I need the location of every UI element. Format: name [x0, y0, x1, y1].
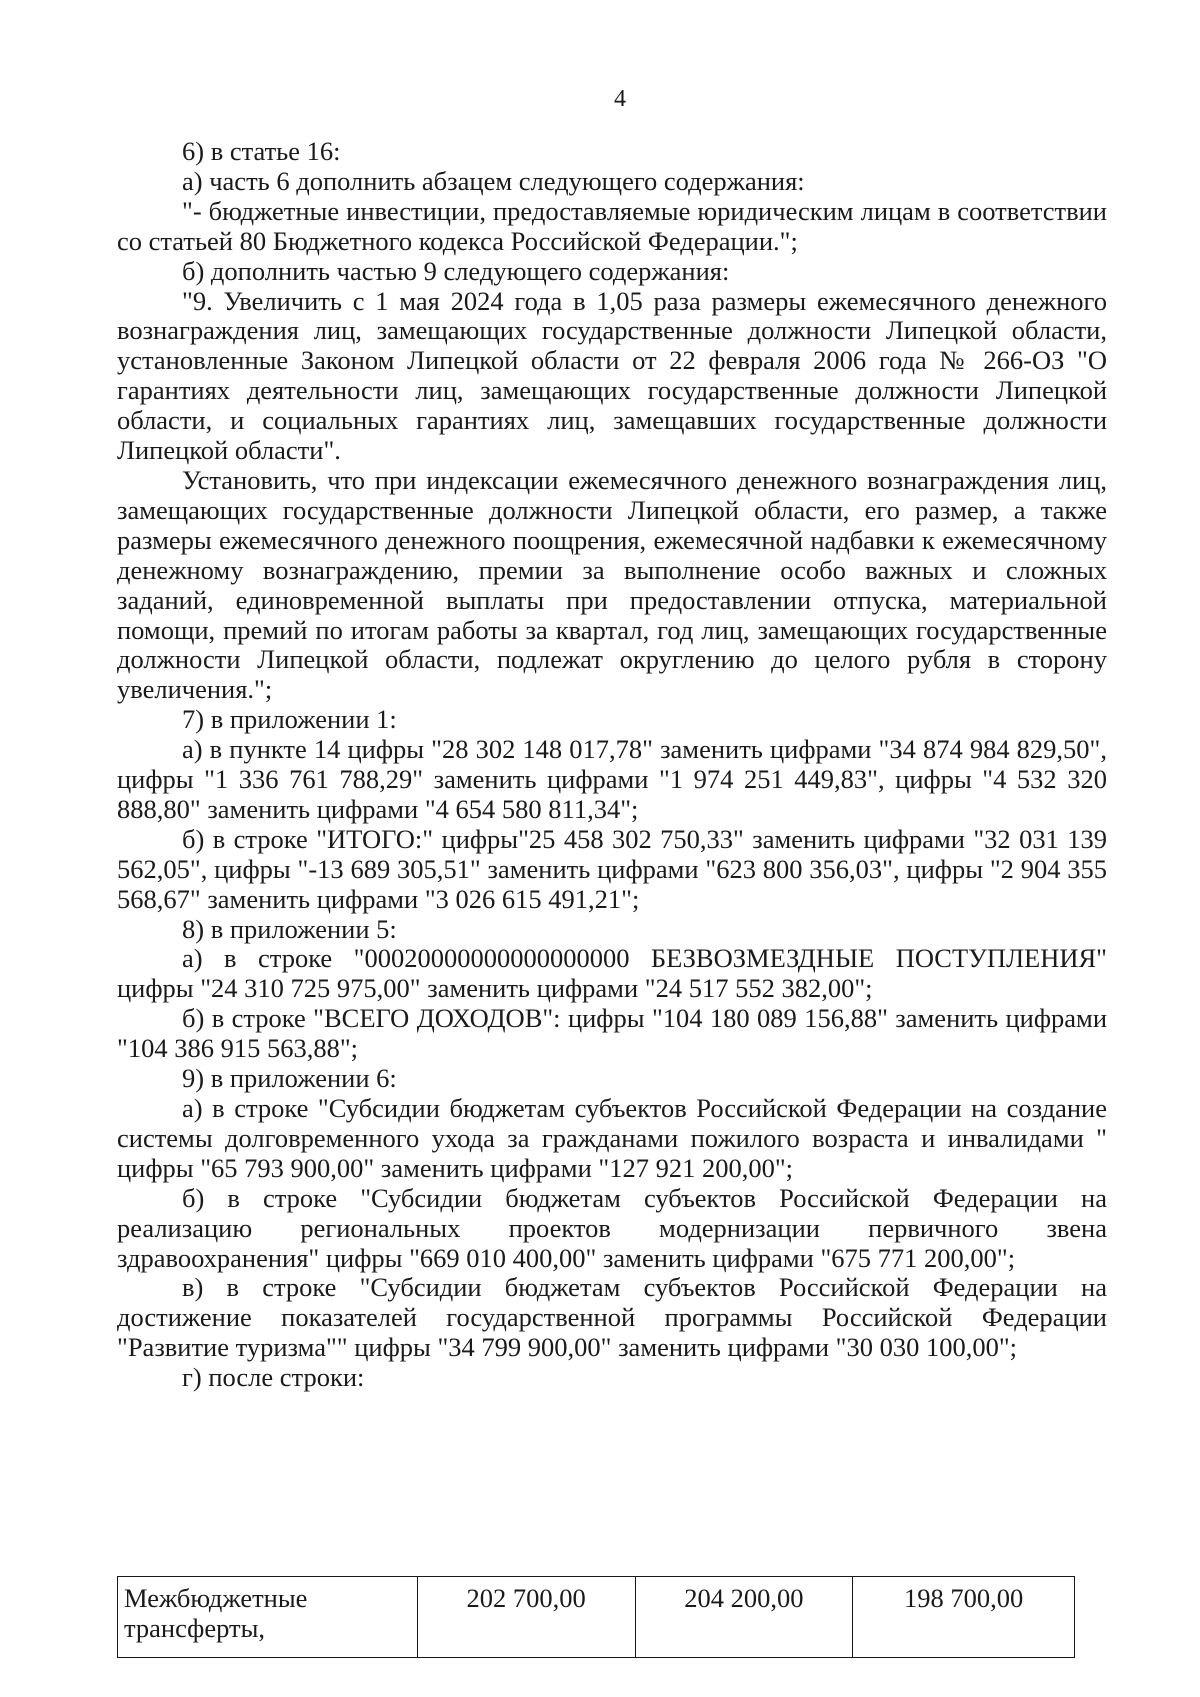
table-row [118, 1577, 1075, 1658]
paragraph: г) после строки: [182, 1362, 365, 1393]
paragraph: а) в строке "00020000000000000000 БЕЗВОЗМЕЗДНЫЕ ПОСТУПЛЕНИЯ" цифры "24 310 725 975,00" заменить цифрами "24 517 552 382,00"; [117, 943, 1107, 1004]
paragraph: б) в строке "Субсидии бюджетам субъектов Российской Федерации на реализацию региональных проектов модернизации первичного звена здравоохранения" цифры "669 010 400,00" заменить цифрами "675 771 200,00"; [117, 1182, 1107, 1273]
paragraph: б) в строке "ВСЕГО ДОХОДОВ": цифры "104 180 089 156,88" заменить цифрами "104 386 915 563,88"; [117, 1003, 1107, 1064]
budget-table [117, 1576, 1075, 1658]
document-body [117, 137, 1107, 1393]
paragraph: б) дополнить частью 9 следующего содержания: [182, 255, 730, 286]
paragraph: а) в пункте 14 цифры "28 302 148 017,78" заменить цифрами "34 874 984 829,50", цифры "1 336 761 788,29" заменить цифрами "1 974 251 449,83", цифры "4 532 320 888,80" заменить цифрами "4 654 580 811,34"; [117, 734, 1107, 824]
paragraph: а) в строке "Субсидии бюджетам субъектов Российской Федерации на создание системы долговременного ухода за гражданами пожилого возраста и инвалидами " цифры "65 793 900,00" заменить цифрами "127 921 200,00"; [117, 1093, 1107, 1183]
paragraph: а) часть 6 дополнить абзацем следующего содержания: [182, 165, 805, 196]
paragraph: 7) в приложении 1: [182, 704, 397, 735]
table-cell-label: Межбюджетные трансферты, [118, 1577, 418, 1658]
paragraph: "- бюджетные инвестиции, предоставляемые юридическим лицам в соответствии со статьей 80 Бюджетного кодекса Российской Федерации."; [117, 195, 1107, 256]
paragraph: б) в строке "ИТОГО:" цифры"25 458 302 750,33" заменить цифрами "32 031 139 562,05", цифры "-13 689 305,51" заменить цифрами "623 800 356,03", цифры "2 904 355 568,67" заменить цифрами "3 026 615 491,21"; [117, 823, 1107, 914]
budget-table-wrap [117, 1576, 1075, 1658]
paragraph: 8) в приложении 5: [182, 913, 397, 944]
paragraph: 6) в статье 16: [182, 136, 341, 166]
table-cell-value: 202 700,00 [417, 1577, 635, 1658]
paragraph: Установить, что при индексации ежемесячного денежного вознаграждения лиц, замещающих государственные должности Липецкой области, его размер, а также размеры ежемесячного денежного поощрения, ежемесячной надбавки к ежемесячному денежному вознаграждению, премии за выполнение особо важных и сложных заданий, единовременной выплаты при предоставлении отпуска, материальной помощи, премий по итогам работы за квартал, год лиц, замещающих государственные должности Липецкой области, подлежат округлению до целого рубля в сторону увеличения."; [117, 464, 1107, 705]
paragraph: "9. Увеличить с 1 мая 2024 года в 1,05 раза размеры ежемесячного денежного вознаграждения лиц, замещающих государственные должности Липецкой области, установленные Законом Липецкой области от 22 февраля 2006 года № 266-ОЗ "О гарантиях деятельности лиц, замещающих государственные должности Липецкой области, и социальных гарантиях лиц, замещавших государственные должности Липецкой области". [117, 285, 1107, 466]
table-cell-value: 204 200,00 [635, 1577, 853, 1658]
page-number: 4 [614, 86, 626, 112]
paragraph: в) в строке "Субсидии бюджетам субъектов Российской Федерации на достижение показателей государственной программы Российской Федерации "Развитие туризма"" цифры "34 799 900,00" заменить цифрами "30 030 100,00"; [117, 1272, 1107, 1363]
paragraph: 9) в приложении 6: [182, 1063, 397, 1094]
table-cell-value: 198 700,00 [853, 1577, 1075, 1658]
